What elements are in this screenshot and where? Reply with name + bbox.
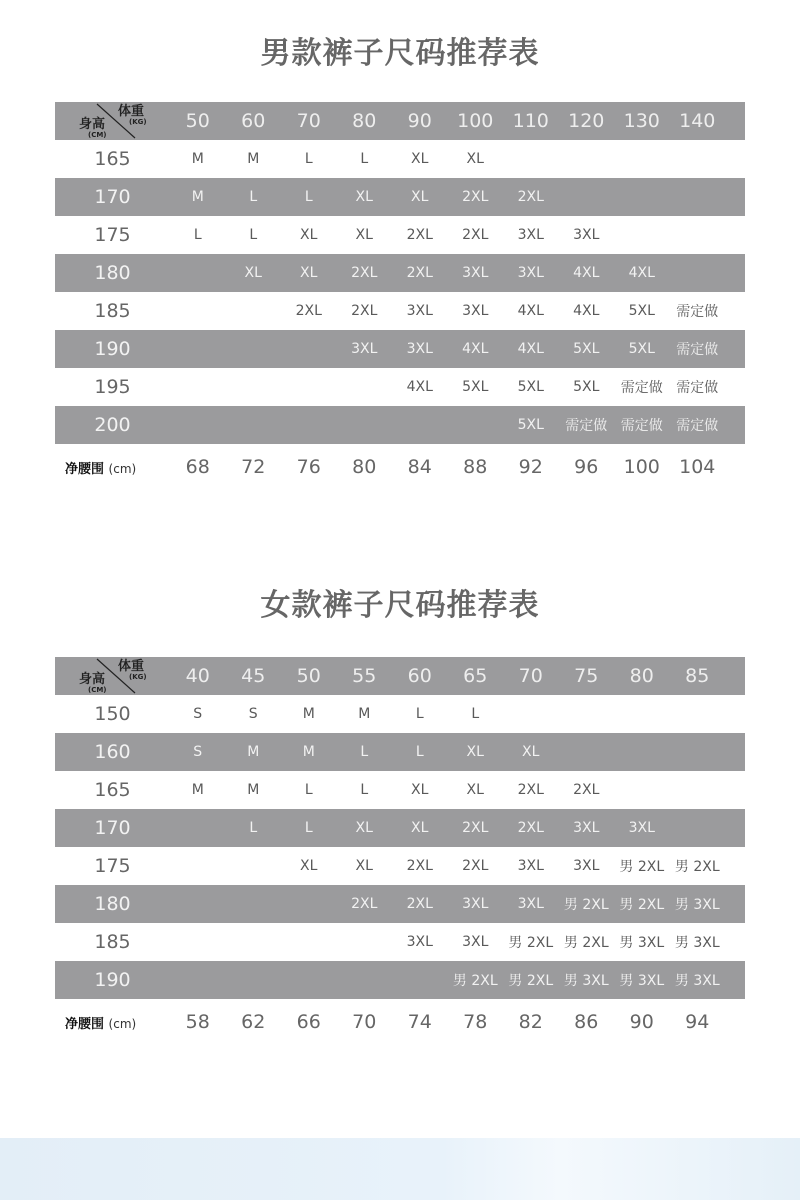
table-corner-header bbox=[55, 657, 170, 695]
size-cell: 2XL bbox=[295, 303, 322, 319]
women-size-chart-title: 女款裤子尺码推荐表 bbox=[260, 588, 540, 623]
size-cell: 4XL bbox=[462, 341, 489, 357]
size-cell: 2XL bbox=[462, 227, 489, 243]
size-cell: XL bbox=[355, 858, 373, 874]
size-cell: 需定做 bbox=[620, 380, 663, 396]
waist-value-cell: 84 bbox=[407, 456, 432, 478]
table-row bbox=[55, 292, 745, 330]
size-cell: 2XL bbox=[462, 820, 489, 836]
weight-header-cell: 55 bbox=[352, 665, 377, 687]
size-cell: L bbox=[415, 706, 424, 722]
size-cell: 3XL bbox=[462, 934, 489, 950]
weight-header-cell: 75 bbox=[574, 665, 599, 687]
size-cell: 男 2XL bbox=[619, 859, 665, 875]
size-cell: 3XL bbox=[573, 227, 600, 243]
size-cell: XL bbox=[244, 265, 262, 281]
waist-value-cell: 78 bbox=[463, 1011, 488, 1033]
size-cell: 3XL bbox=[517, 896, 544, 912]
size-cell: 5XL bbox=[462, 379, 489, 395]
table-row bbox=[55, 961, 745, 999]
size-cell: 男 2XL bbox=[508, 973, 554, 989]
weight-header-cell: 70 bbox=[296, 110, 321, 132]
size-cell: M bbox=[247, 151, 260, 167]
size-cell: M bbox=[358, 706, 371, 722]
waist-value-cell: 72 bbox=[241, 456, 266, 478]
size-cell: 3XL bbox=[517, 858, 544, 874]
waist-value-cell: 104 bbox=[679, 456, 716, 478]
size-cell: 5XL bbox=[628, 341, 655, 357]
size-cell: 2XL bbox=[517, 820, 544, 836]
weight-header-row bbox=[55, 102, 745, 140]
size-cell: 3XL bbox=[462, 265, 489, 281]
waist-value-cell: 92 bbox=[518, 456, 543, 478]
size-cell: XL bbox=[522, 744, 540, 760]
table-row bbox=[55, 368, 745, 406]
weight-header-cell: 80 bbox=[629, 665, 654, 687]
size-cell: 需定做 bbox=[620, 418, 663, 434]
size-cell: L bbox=[304, 151, 313, 167]
waist-value-cell: 96 bbox=[574, 456, 599, 478]
size-cell: M bbox=[302, 706, 315, 722]
size-cell: 5XL bbox=[517, 417, 544, 433]
size-cell: 需定做 bbox=[676, 304, 719, 320]
waist-value-cell: 94 bbox=[685, 1011, 710, 1033]
size-cell: 男 3XL bbox=[619, 935, 665, 951]
waist-value-cell: 68 bbox=[185, 456, 210, 478]
weight-header-cell: 50 bbox=[296, 665, 321, 687]
table-row bbox=[55, 733, 745, 771]
size-cell: 2XL bbox=[406, 265, 433, 281]
corner-weight-label: 体重 bbox=[118, 104, 145, 119]
table-row bbox=[55, 406, 745, 444]
table-row bbox=[55, 330, 745, 368]
table-row bbox=[55, 216, 745, 254]
weight-header-cell: 60 bbox=[241, 110, 266, 132]
height-cell: 165 bbox=[94, 779, 131, 801]
size-cell: M bbox=[191, 151, 204, 167]
size-cell: XL bbox=[300, 227, 318, 243]
weight-header-cell: 130 bbox=[623, 110, 660, 132]
size-cell: L bbox=[249, 227, 258, 243]
table-row bbox=[55, 140, 745, 178]
weight-header-cell: 50 bbox=[185, 110, 210, 132]
weight-header-cell: 100 bbox=[457, 110, 494, 132]
size-cell: L bbox=[249, 189, 258, 205]
size-cell: XL bbox=[411, 820, 429, 836]
table-row bbox=[55, 178, 745, 216]
waist-row bbox=[55, 999, 745, 1045]
waist-label: 净腰围 bbox=[65, 1016, 105, 1032]
size-cell: 男 3XL bbox=[674, 935, 720, 951]
corner-height-label: 身高 bbox=[79, 672, 106, 687]
size-cell: 3XL bbox=[406, 303, 433, 319]
size-cell: XL bbox=[355, 820, 373, 836]
size-cell: S bbox=[193, 744, 203, 760]
size-cell: L bbox=[415, 744, 424, 760]
size-cell: 2XL bbox=[351, 303, 378, 319]
waist-row bbox=[55, 444, 745, 490]
size-cell: 需定做 bbox=[676, 418, 719, 434]
corner-height-label: 身高 bbox=[79, 117, 106, 132]
height-cell: 200 bbox=[94, 414, 131, 436]
waist-value-cell: 70 bbox=[352, 1011, 377, 1033]
men-size-table bbox=[55, 102, 745, 490]
weight-header-row bbox=[55, 657, 745, 695]
table-row bbox=[55, 695, 745, 733]
size-cell: 3XL bbox=[517, 265, 544, 281]
weight-header-cell: 110 bbox=[512, 110, 549, 132]
waist-value-cell: 66 bbox=[296, 1011, 321, 1033]
size-cell: XL bbox=[466, 744, 484, 760]
size-cell: 2XL bbox=[517, 782, 544, 798]
size-cell: XL bbox=[411, 151, 429, 167]
height-cell: 150 bbox=[94, 703, 131, 725]
height-cell: 180 bbox=[94, 262, 131, 284]
corner-height-unit: (CM) bbox=[88, 131, 107, 139]
height-cell: 185 bbox=[94, 931, 131, 953]
size-cell: XL bbox=[300, 858, 318, 874]
size-cell: XL bbox=[300, 265, 318, 281]
size-cell: 3XL bbox=[462, 896, 489, 912]
size-cell: M bbox=[191, 189, 204, 205]
size-cell: M bbox=[247, 744, 260, 760]
height-cell: 170 bbox=[94, 817, 131, 839]
waist-label-cell bbox=[55, 458, 170, 477]
size-cell: L bbox=[360, 782, 369, 798]
size-cell: 3XL bbox=[573, 820, 600, 836]
size-cell: 3XL bbox=[628, 820, 655, 836]
size-cell: XL bbox=[355, 189, 373, 205]
size-cell: XL bbox=[411, 189, 429, 205]
weight-header-cell: 60 bbox=[407, 665, 432, 687]
weight-header-cell: 90 bbox=[407, 110, 432, 132]
waist-value-cell: 62 bbox=[241, 1011, 266, 1033]
size-cell: XL bbox=[411, 782, 429, 798]
size-cell: S bbox=[193, 706, 203, 722]
size-cell: M bbox=[302, 744, 315, 760]
waist-label: 净腰围 bbox=[65, 461, 105, 477]
size-cell: 男 3XL bbox=[563, 973, 609, 989]
size-cell: 男 3XL bbox=[674, 973, 720, 989]
height-cell: 185 bbox=[94, 300, 131, 322]
height-cell: 190 bbox=[94, 969, 131, 991]
waist-label-cell bbox=[55, 1013, 170, 1032]
women-size-table bbox=[55, 657, 745, 1045]
size-cell: 5XL bbox=[628, 303, 655, 319]
size-cell: 男 2XL bbox=[508, 935, 554, 951]
size-cell: L bbox=[360, 744, 369, 760]
size-cell: 2XL bbox=[351, 896, 378, 912]
table-corner-header bbox=[55, 102, 170, 140]
size-cell: 5XL bbox=[573, 379, 600, 395]
size-cell: 2XL bbox=[462, 189, 489, 205]
waist-value-cell: 88 bbox=[463, 456, 488, 478]
waist-value-cell: 58 bbox=[185, 1011, 210, 1033]
size-cell: 男 2XL bbox=[563, 935, 609, 951]
height-cell: 170 bbox=[94, 186, 131, 208]
waist-value-cell: 74 bbox=[407, 1011, 432, 1033]
corner-weight-unit: (KG) bbox=[129, 673, 147, 681]
size-cell: M bbox=[191, 782, 204, 798]
size-cell: L bbox=[471, 706, 480, 722]
waist-value-cell: 90 bbox=[629, 1011, 654, 1033]
size-cell: 男 2XL bbox=[619, 897, 665, 913]
waist-unit: (cm) bbox=[108, 1016, 137, 1031]
size-cell: 需定做 bbox=[565, 418, 608, 434]
table-row bbox=[55, 771, 745, 809]
size-cell: 男 3XL bbox=[619, 973, 665, 989]
size-cell: L bbox=[249, 820, 258, 836]
size-cell: 4XL bbox=[517, 303, 544, 319]
height-cell: 165 bbox=[94, 148, 131, 170]
size-cell: 5XL bbox=[573, 341, 600, 357]
corner-height-unit: (CM) bbox=[88, 686, 107, 694]
size-cell: XL bbox=[466, 782, 484, 798]
waist-value-cell: 80 bbox=[352, 456, 377, 478]
size-cell: 2XL bbox=[462, 858, 489, 874]
height-cell: 195 bbox=[94, 376, 131, 398]
size-cell: 需定做 bbox=[676, 380, 719, 396]
table-row bbox=[55, 847, 745, 885]
height-cell: 175 bbox=[94, 855, 131, 877]
weight-header-cell: 140 bbox=[679, 110, 716, 132]
weight-header-cell: 85 bbox=[685, 665, 710, 687]
height-cell: 180 bbox=[94, 893, 131, 915]
waist-value-cell: 76 bbox=[296, 456, 321, 478]
size-cell: L bbox=[304, 189, 313, 205]
size-cell: L bbox=[304, 820, 313, 836]
size-cell: 2XL bbox=[351, 265, 378, 281]
size-cell: 需定做 bbox=[676, 342, 719, 358]
weight-header-cell: 120 bbox=[568, 110, 605, 132]
weight-header-cell: 80 bbox=[352, 110, 377, 132]
size-cell: 3XL bbox=[517, 227, 544, 243]
table-row bbox=[55, 923, 745, 961]
corner-weight-label: 体重 bbox=[118, 659, 145, 674]
weight-header-cell: 40 bbox=[185, 665, 210, 687]
size-cell: XL bbox=[355, 227, 373, 243]
waist-value-cell: 86 bbox=[574, 1011, 599, 1033]
men-size-chart-title: 男款裤子尺码推荐表 bbox=[260, 36, 540, 71]
table-row bbox=[55, 885, 745, 923]
table-row bbox=[55, 809, 745, 847]
size-cell: S bbox=[248, 706, 258, 722]
height-cell: 175 bbox=[94, 224, 131, 246]
weight-header-cell: 70 bbox=[518, 665, 543, 687]
size-cell: 3XL bbox=[573, 858, 600, 874]
size-cell: 男 3XL bbox=[674, 897, 720, 913]
size-cell: 4XL bbox=[406, 379, 433, 395]
bottom-banner bbox=[0, 1138, 800, 1200]
size-cell: 2XL bbox=[573, 782, 600, 798]
size-cell: 4XL bbox=[573, 303, 600, 319]
size-cell: M bbox=[247, 782, 260, 798]
size-cell: 3XL bbox=[351, 341, 378, 357]
size-cell: XL bbox=[466, 151, 484, 167]
size-cell: 3XL bbox=[406, 341, 433, 357]
size-cell: L bbox=[360, 151, 369, 167]
corner-weight-unit: (KG) bbox=[129, 118, 147, 126]
size-cell: 4XL bbox=[628, 265, 655, 281]
size-cell: L bbox=[304, 782, 313, 798]
waist-value-cell: 100 bbox=[623, 456, 660, 478]
size-cell: 3XL bbox=[462, 303, 489, 319]
size-cell: 4XL bbox=[573, 265, 600, 281]
weight-header-cell: 65 bbox=[463, 665, 488, 687]
size-cell: 男 2XL bbox=[452, 973, 498, 989]
size-cell: 5XL bbox=[517, 379, 544, 395]
table-row bbox=[55, 254, 745, 292]
size-cell: 男 2XL bbox=[563, 897, 609, 913]
waist-value-cell: 82 bbox=[518, 1011, 543, 1033]
size-cell: 2XL bbox=[406, 858, 433, 874]
size-cell: 2XL bbox=[517, 189, 544, 205]
size-cell: 男 2XL bbox=[674, 859, 720, 875]
height-cell: 190 bbox=[94, 338, 131, 360]
weight-header-cell: 45 bbox=[241, 665, 266, 687]
size-cell: L bbox=[193, 227, 202, 243]
waist-unit: (cm) bbox=[108, 461, 137, 476]
size-cell: 2XL bbox=[406, 227, 433, 243]
size-cell: 2XL bbox=[406, 896, 433, 912]
height-cell: 160 bbox=[94, 741, 131, 763]
size-cell: 3XL bbox=[406, 934, 433, 950]
size-cell: 4XL bbox=[517, 341, 544, 357]
